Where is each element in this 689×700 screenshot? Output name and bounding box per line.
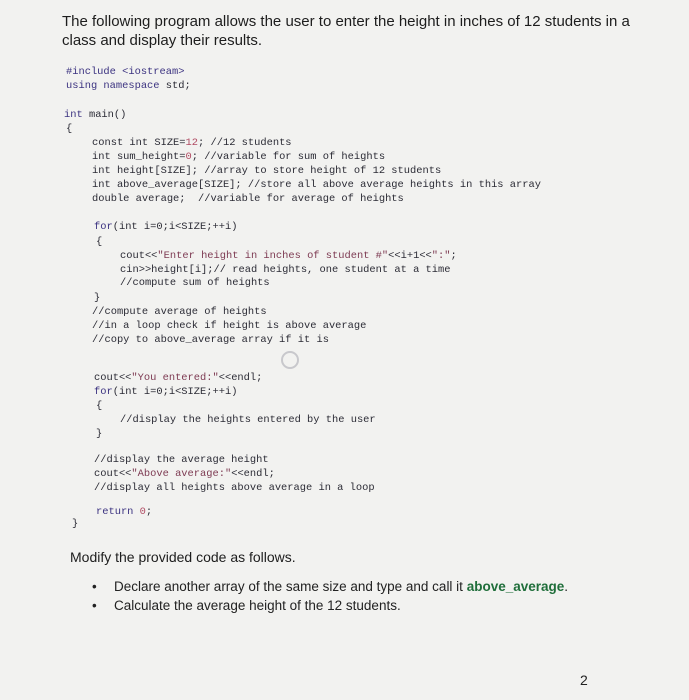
code-comment-copy: //copy to above_average array if it is (92, 334, 329, 346)
code-main: int main() (64, 109, 127, 121)
code-comment-loop: //in a loop check if height is above average (92, 320, 367, 332)
code-line-size: const int SIZE=12; //12 students (92, 137, 292, 149)
instruction-list (92, 577, 568, 615)
code-for2-close: } (96, 428, 103, 440)
code-using: using namespace std; (66, 80, 191, 92)
code-cout2: cout<<"You entered:"<<endl; (94, 372, 263, 384)
code-return: return 0; (96, 506, 153, 518)
code-cin1: cin>>height[i];// read heights, one student at a time (120, 264, 451, 276)
code-for1-close: } (94, 292, 101, 304)
modify-heading: Modify the provided code as follows. (70, 549, 296, 565)
code-line-height: int height[SIZE]; //array to store height of 12 students (92, 165, 442, 177)
code-line-above: int above_average[SIZE]; //store all above average heights in this array (92, 179, 541, 191)
code-for1-open: { (96, 236, 103, 248)
code-line-average: double average; //variable for average of heights (92, 193, 404, 205)
code-for2-open: { (96, 400, 103, 412)
code-line-sum: int sum_height=0; //variable for sum of heights (92, 151, 386, 163)
code-comment-sum: //compute sum of heights (120, 277, 270, 289)
code-for2: for(int i=0;i<SIZE;++i) (94, 386, 238, 398)
page-number: 2 (580, 672, 588, 688)
bullet-icon: • (92, 598, 97, 613)
code-comment-avg: //compute average of heights (92, 306, 267, 318)
code-cout3: cout<<"Above average:"<<endl; (94, 468, 275, 480)
code-comment-display: //display the heights entered by the user (120, 414, 376, 426)
code-comment-davg: //display the average height (94, 454, 269, 466)
code-for1: for(int i=0;i<SIZE;++i) (94, 221, 238, 233)
code-main-open: { (66, 123, 73, 135)
list-item: • Calculate the average height of the 12 students. (92, 598, 401, 613)
code-block (64, 66, 624, 530)
intro-paragraph: The following program allows the user to enter the height in inches of 12 students in a class and display their results. (62, 13, 630, 49)
list-item: • Declare another array of the same size and type and call it above_average. (92, 579, 569, 594)
above-average-highlight: above_average (466, 579, 565, 594)
code-comment-dall: //display all heights above average in a loop (94, 482, 375, 494)
code-cout1: cout<<"Enter height in inches of student #"<<i+1<<":"; (120, 250, 457, 262)
loading-spinner-icon (281, 351, 299, 369)
bullet-icon: • (92, 579, 97, 594)
code-main-close: } (72, 518, 79, 530)
code-include: #include <iostream> (66, 66, 185, 78)
